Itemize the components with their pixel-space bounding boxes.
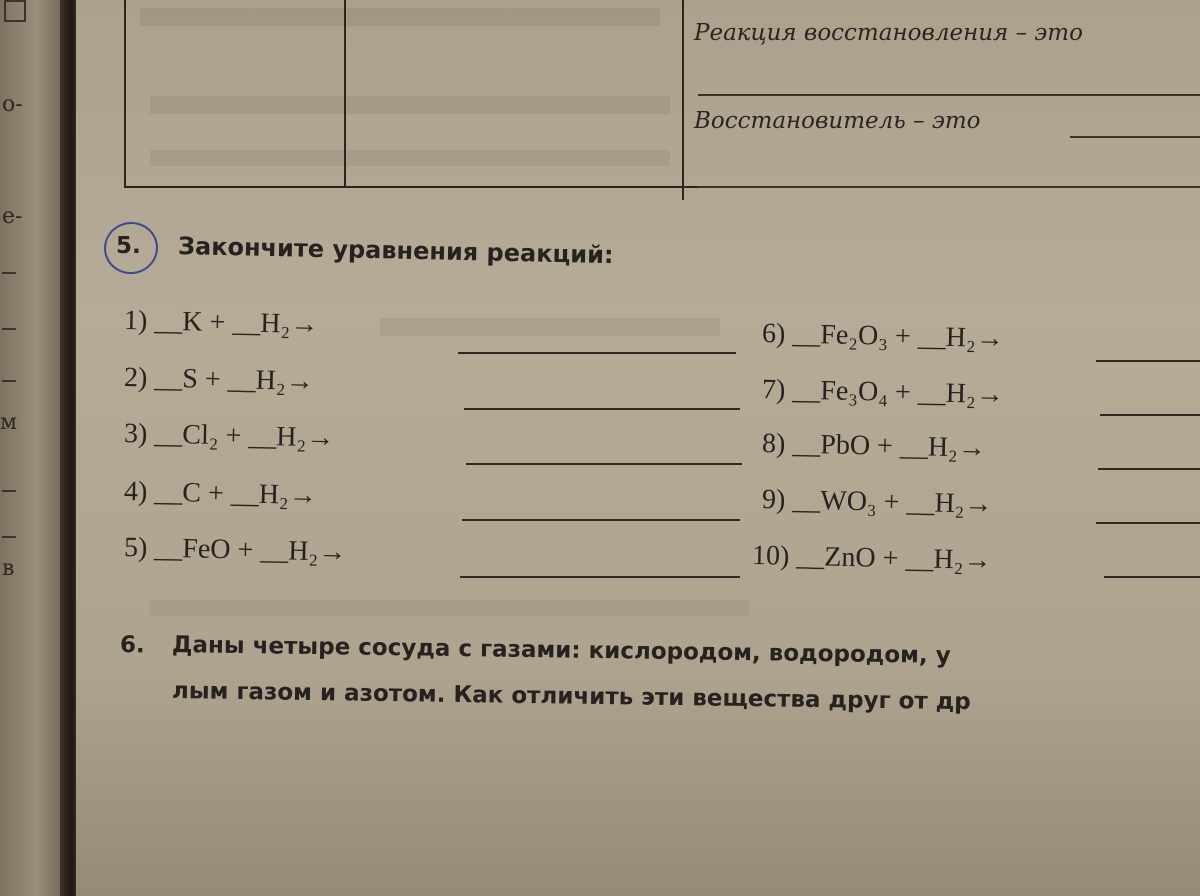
page-fragment-4: в [2, 556, 15, 581]
page-fragment-3: м [0, 410, 18, 435]
divider [2, 328, 16, 330]
answer-line-1[interactable] [458, 352, 736, 354]
page-fragment-1: о- [2, 92, 23, 117]
adjacent-page [0, 0, 66, 896]
answer-line-3[interactable] [466, 463, 742, 465]
page-fragment-2: е- [2, 204, 23, 229]
answer-line-8[interactable] [1098, 468, 1200, 470]
answer-line-7[interactable] [1100, 414, 1200, 416]
reduction-answer-line[interactable] [698, 94, 1200, 96]
show-through [380, 318, 720, 336]
divider [2, 490, 16, 492]
task-5-title: Закончите уравнения реакций: [177, 232, 614, 270]
answer-line-9[interactable] [1096, 522, 1200, 524]
equation-1: 1) __K + __H₂→ [123, 305, 319, 341]
answer-line-4[interactable] [462, 519, 740, 521]
equation-5: 5) __FeO + __H₂→ [123, 532, 347, 568]
table-column-divider [344, 0, 346, 188]
table-column-divider [682, 0, 684, 200]
task-6-line-2: лым газом и азотом. Как отличить эти вещества друг от др [171, 678, 971, 716]
reducer-answer-line-2[interactable] [698, 186, 1200, 188]
show-through [150, 600, 750, 616]
divider [2, 536, 16, 538]
equation-7: 7) __Fe₃O₄ + __H₂→ [761, 374, 1005, 411]
answer-line-6[interactable] [1096, 360, 1200, 362]
answer-line-2[interactable] [464, 408, 740, 410]
equation-2: 2) __S + __H₂→ [123, 362, 314, 397]
divider [2, 272, 16, 274]
task-5-number: 5. [116, 233, 141, 259]
answer-line-10[interactable] [1104, 576, 1200, 578]
equation-6: 6) __Fe₂O₃ + __H₂→ [761, 318, 1005, 355]
equation-8: 8) __PbO + __H₂→ [761, 428, 987, 464]
checkbox-fragment [4, 0, 26, 22]
answer-line-5[interactable] [460, 576, 740, 578]
reducer-label: Восстановитель – это [694, 108, 981, 134]
task-6-line-1: Даны четыре сосуда с газами: кислородом, водородом, у [171, 632, 951, 669]
task-6-number: 6. [119, 632, 145, 659]
equation-4: 4) __C + __H₂→ [123, 476, 318, 512]
reduction-reaction-label: Реакция восстановления – это [694, 20, 1083, 46]
divider [2, 380, 16, 382]
equation-9: 9) __WO₃ + __H₂→ [761, 484, 993, 520]
equation-3: 3) __Cl₂ + __H₂→ [123, 418, 335, 454]
equation-10: 10) __ZnO + __H₂→ [751, 540, 992, 577]
reducer-answer-line[interactable] [1070, 136, 1200, 138]
